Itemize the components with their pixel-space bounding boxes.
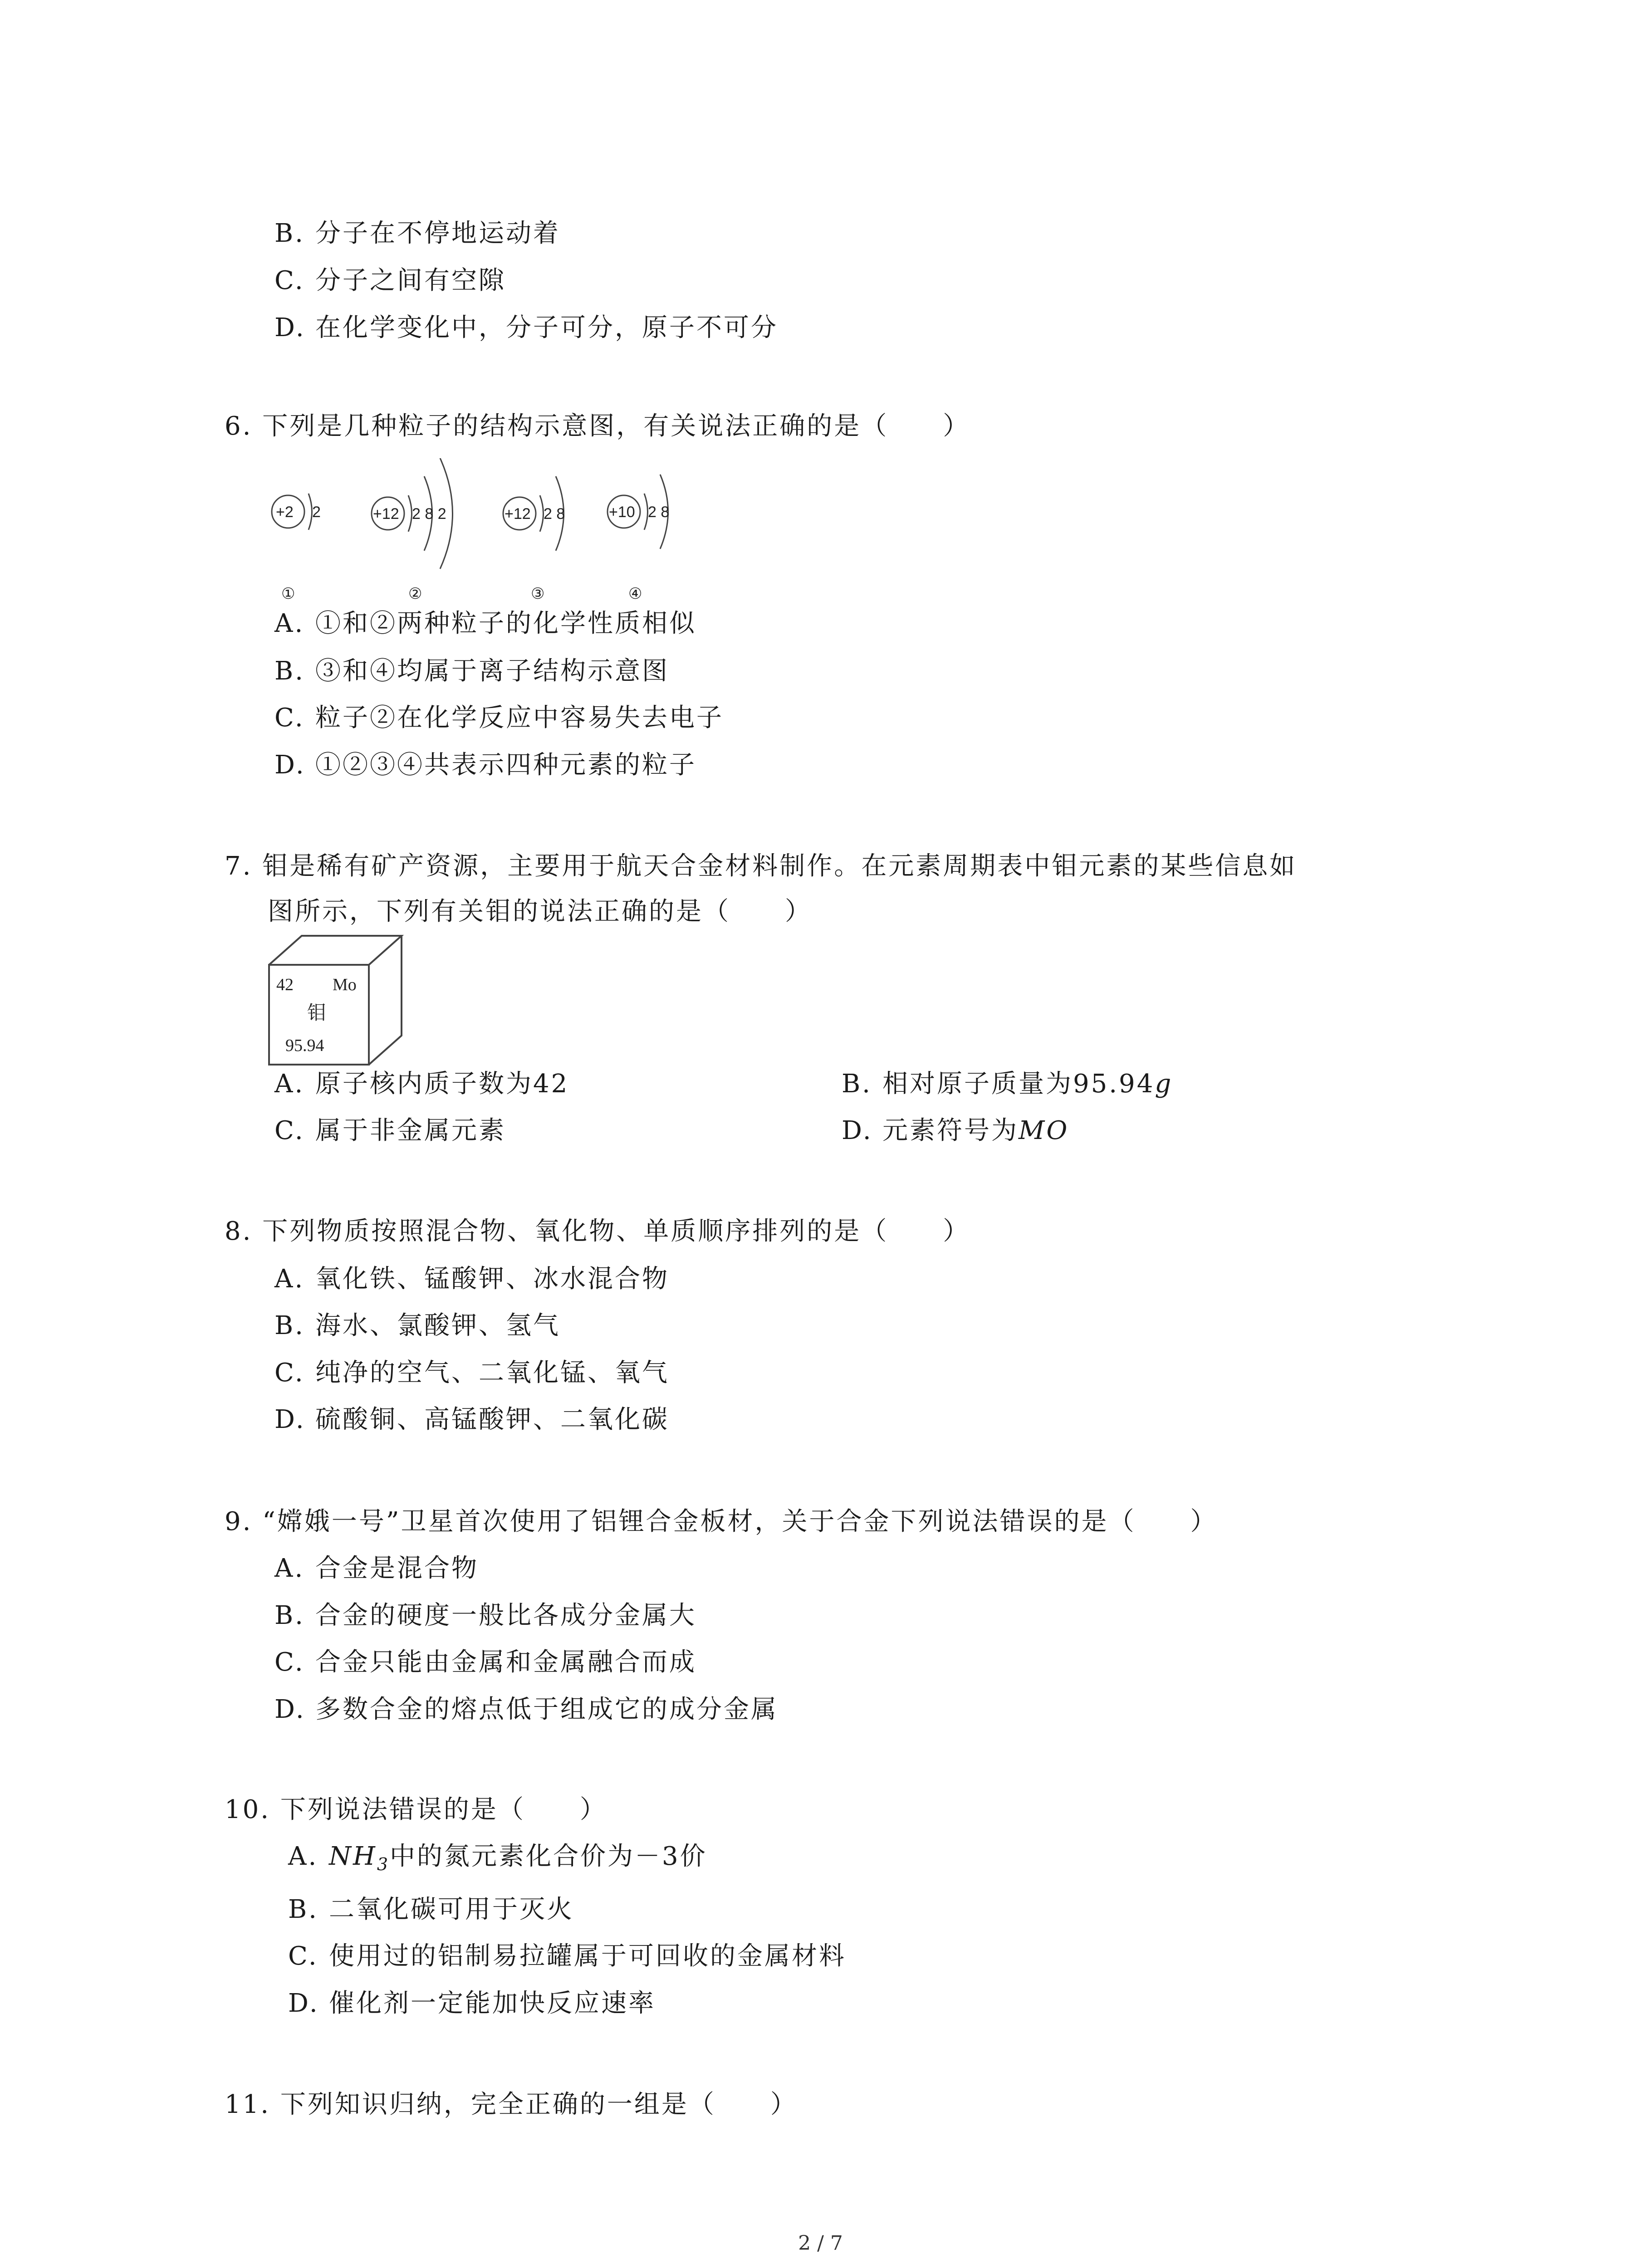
q8-option-b: B. 海水、氯酸钾、氢气 [274, 1311, 560, 1340]
q10-stem: 10. 下列说法错误的是（ ） [225, 1795, 607, 1824]
q6-option-a: A. ①和②两种粒子的化学性质相似 [274, 609, 696, 638]
particle-2-label: ② [408, 585, 422, 602]
element-atomic-mass: 95.94 [285, 1036, 324, 1055]
q9-stem: 9. “嫦娥一号”卫星首次使用了铝锂合金板材，关于合金下列说法错误的是（ ） [225, 1507, 1218, 1536]
q7-option-a: A. 原子核内质子数为42 [274, 1069, 569, 1099]
q10-option-a: A. $NH_3$中的氮元素化合价为－3价 [288, 1842, 707, 1875]
q7-stem-line2: 图所示，下列有关钼的说法正确的是（ ） [268, 897, 812, 926]
particle-2-nucleus: +12 [373, 505, 399, 523]
q9-option-a: A. 合金是混合物 [274, 1554, 479, 1583]
particle-4-label: ④ [628, 585, 642, 602]
q11-stem: 11. 下列知识归纳，完全正确的一组是（ ） [225, 2090, 798, 2119]
particle-1-label: ① [281, 585, 295, 602]
q6-option-b: B. ③和④均属于离子结构示意图 [274, 656, 669, 686]
particle-3-shells: 2 8 [544, 505, 565, 523]
particle-1-nucleus: +2 [276, 503, 294, 521]
q8-option-c: C. 纯净的空气、二氧化锰、氧气 [274, 1358, 669, 1388]
q5-option-b: B. 分子在不停地运动着 [274, 219, 560, 248]
q6-option-d: D. ①②③④共表示四种元素的粒子 [274, 750, 696, 780]
particle-4-nucleus: +10 [609, 503, 635, 521]
particle-1-shells: 2 [312, 503, 321, 521]
q7-stem-line1: 7. 钼是稀有矿产资源，主要用于航天合金材料制作。在元素周期表中钼元素的某些信息如 [225, 851, 1297, 881]
q8-stem: 8. 下列物质按照混合物、氧化物、单质顺序排列的是（ ） [225, 1217, 970, 1246]
q10-option-b: B. 二氧化碳可用于灭火 [288, 1895, 574, 1924]
element-atomic-number: 42 [276, 975, 294, 994]
q10-option-c: C. 使用过的铝制易拉罐属于可回收的金属材料 [288, 1941, 846, 1971]
page-number: 2 / 7 [798, 2232, 843, 2255]
q6-stem: 6. 下列是几种粒子的结构示意图，有关说法正确的是（ ） [225, 411, 970, 441]
particle-2-shells: 2 8 2 [412, 505, 446, 523]
element-symbol: Mo [333, 975, 357, 994]
q6-atomic-structure-figure [259, 458, 712, 608]
q9-option-d: D. 多数合金的熔点低于组成它的成分金属 [274, 1695, 778, 1724]
element-name: 钼 [307, 1003, 327, 1024]
q9-option-b: B. 合金的硬度一般比各成分金属大 [274, 1601, 696, 1630]
q10-option-d: D. 催化剂一定能加快反应速率 [288, 1989, 656, 2018]
q8-option-d: D. 硫酸铜、高锰酸钾、二氧化碳 [274, 1405, 669, 1434]
particle-4-shells: 2 8 [648, 503, 670, 521]
q5-option-c: C. 分子之间有空隙 [274, 266, 506, 295]
molybdenum-element-card [265, 932, 411, 1068]
q6-option-c: C. 粒子②在化学反应中容易失去电子 [274, 703, 724, 733]
q8-option-a: A. 氧化铁、锰酸钾、冰水混合物 [274, 1264, 669, 1294]
q9-option-c: C. 合金只能由金属和金属融合而成 [274, 1647, 696, 1677]
q7-option-d: D. 元素符号为MO [842, 1116, 1069, 1145]
q5-option-d: D. 在化学变化中，分子可分，原子不可分 [274, 313, 778, 342]
particle-3-label: ③ [531, 585, 545, 602]
q7-option-c: C. 属于非金属元素 [274, 1116, 506, 1145]
particle-3-nucleus: +12 [505, 505, 531, 523]
q7-option-b: B. 相对原子质量为95.94g [842, 1069, 1173, 1099]
